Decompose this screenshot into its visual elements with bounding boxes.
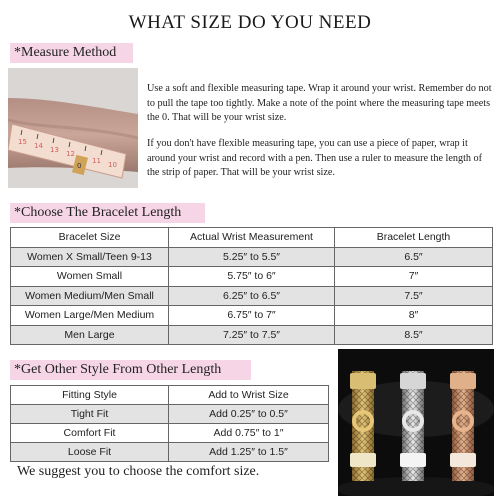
table-row	[11, 424, 329, 443]
table-cell: Add 1.25″ to 1.5″	[169, 443, 329, 462]
tape-mark-label: 15	[18, 138, 27, 146]
table-cell: 6.25″ to 6.5″	[169, 286, 335, 306]
comfort-size-suggestion: We suggest you to choose the comfort size.	[17, 464, 260, 479]
table-header-row	[11, 228, 493, 248]
bracelet-product-photo	[338, 349, 494, 496]
page-title: WHAT SIZE DO YOU NEED	[128, 12, 372, 33]
table-row	[11, 286, 493, 306]
table-cell: Women Large/Men Medium	[11, 306, 169, 326]
header-bracelet-length: Bracelet Length	[335, 228, 493, 248]
header-wrist-measurement: Actual Wrist Measurement	[169, 228, 335, 248]
tape-mark-label: 13	[50, 146, 59, 154]
header-fitting-style: Fitting Style	[11, 386, 169, 405]
measure-method-label: *Measure Method	[10, 43, 133, 63]
table-row	[11, 325, 493, 345]
bracelet-size-table	[10, 227, 493, 345]
other-length-label: *Get Other Style From Other Length	[10, 360, 251, 380]
table-cell: 8″	[335, 306, 493, 326]
table-cell: Comfort Fit	[11, 424, 169, 443]
header-bracelet-size: Bracelet Size	[11, 228, 169, 248]
table-header-row	[11, 386, 329, 405]
table-cell: Add 0.75″ to 1″	[169, 424, 329, 443]
table-cell: 7″	[335, 267, 493, 287]
measure-instructions: Use a soft and flexible measuring tape. Wrap it around your wrist. Remember do not to pull the tape too tightly. Make a note of the point where the measuring tape meets the 0. That will be your wrist size.	[147, 83, 492, 124]
bracelet-length-label: *Choose The Bracelet Length	[10, 203, 205, 223]
table-cell: 8.5″	[335, 325, 493, 345]
table-cell: Women X Small/Teen 9-13	[11, 247, 169, 267]
table-row	[11, 443, 329, 462]
table-row	[11, 306, 493, 326]
header-add-to-wrist: Add to Wrist Size	[169, 386, 329, 405]
table-cell: 6.5″	[335, 247, 493, 267]
table-cell: Women Medium/Men Small	[11, 286, 169, 306]
table-cell: Add 0.25″ to 0.5″	[169, 405, 329, 424]
table-cell: 7.5″	[335, 286, 493, 306]
table-cell: 6.75″ to 7″	[169, 306, 335, 326]
table-cell: 5.75″ to 6″	[169, 267, 335, 287]
tape-mark-label: 12	[66, 150, 75, 158]
table-row	[11, 247, 493, 267]
table-cell: Men Large	[11, 325, 169, 345]
tape-mark-label: 14	[34, 142, 43, 150]
tape-mark-label: 11	[92, 157, 101, 165]
paper-instructions: If you don't have flexible measuring tape, you can use a piece of paper, wrap it around your wrist and record with a pen. Then use a ruler to measure the length of the strip of paper. That will be your wrist size.	[147, 138, 483, 179]
tape-zero-label: 0	[77, 162, 82, 170]
table-row	[11, 405, 329, 424]
table-cell: Women Small	[11, 267, 169, 287]
table-cell: 7.25″ to 7.5″	[169, 325, 335, 345]
fitting-style-table	[10, 385, 329, 462]
tape-mark-label: 10	[108, 161, 117, 169]
wrist-measuring-photo	[8, 68, 138, 188]
table-cell: Loose Fit	[11, 443, 169, 462]
table-cell: Tight Fit	[11, 405, 169, 424]
table-cell: 5.25″ to 5.5″	[169, 247, 335, 267]
table-row	[11, 267, 493, 287]
